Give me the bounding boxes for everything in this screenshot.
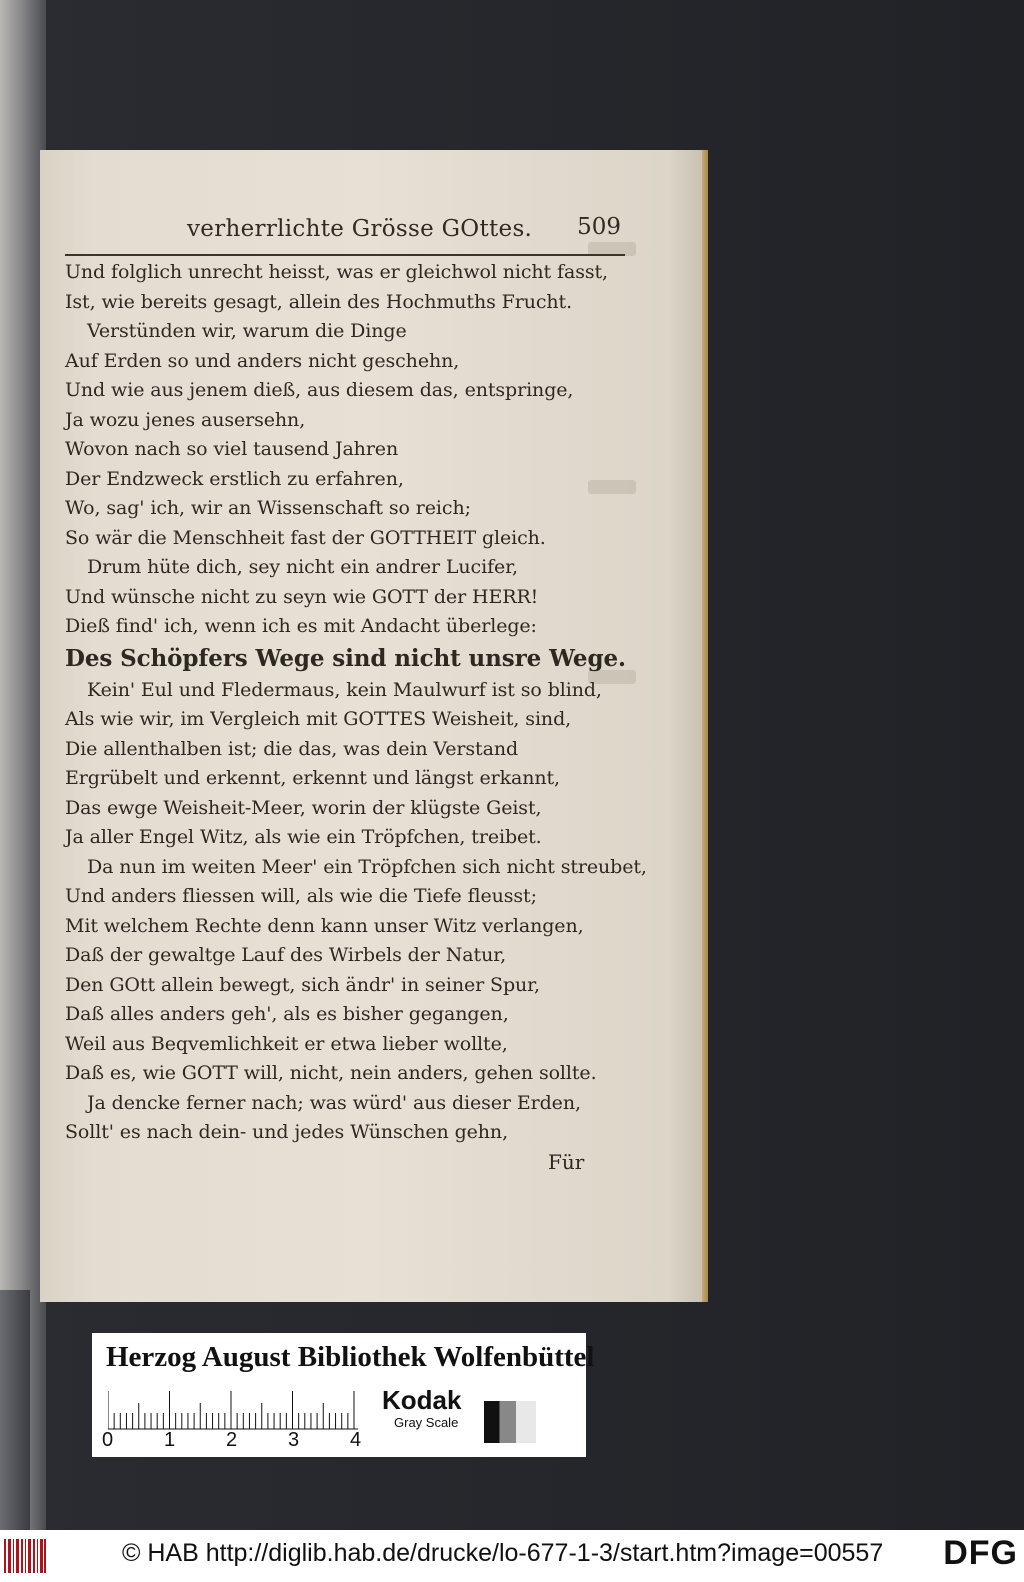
text-line: Der Endzweck erstlich zu erfahren, (65, 467, 404, 490)
text-line: Und folglich unrecht heisst, was er gleichwol nicht fasst, (65, 261, 608, 283)
text-line: Ist, wie bereits gesagt, allein des Hochmuths Frucht. (65, 290, 573, 313)
poem-text (65, 258, 647, 1148)
binding-shadow (0, 1290, 30, 1540)
source-credit: © HAB http://diglib.hab.de/drucke/lo-677-1-3/start.htm?image=00557 (122, 1539, 884, 1567)
color-target (92, 1333, 595, 1457)
text-line: Da nun im weiten Meer' ein Tröpfchen sich nicht streubet, (87, 855, 647, 878)
text-line: Des Schöpfers Wege sind nicht unsre Wege. (65, 644, 626, 672)
ruler-number: 4 (350, 1429, 362, 1451)
ruler-number: 2 (226, 1429, 238, 1451)
book-page (40, 150, 702, 1302)
text-line: Wovon nach so viel tausend Jahren (65, 438, 399, 460)
dfg-logo: DFG (943, 1534, 1018, 1572)
gray-scale-patch (484, 1401, 536, 1443)
catchword: Für (548, 1150, 585, 1174)
ruler-number: 0 (102, 1429, 114, 1451)
text-line: Und wünsche nicht zu seyn wie GOTT der HERR! (65, 585, 539, 608)
text-line: Und anders fliessen will, als wie die Tiefe fleusst; (65, 885, 537, 907)
text-line: Das ewge Weisheit-Meer, worin der klügste Geist, (65, 796, 542, 819)
footer-bar (0, 1530, 1024, 1582)
kodak-logo: Kodak (382, 1385, 462, 1415)
ruler-number: 1 (164, 1429, 176, 1451)
text-line: Weil aus Beqvemlichkeit er etwa lieber wollte, (65, 1032, 508, 1055)
text-line: Ja wozu jenes ausersehn, (65, 408, 306, 431)
text-line: Und wie aus jenem dieß, aus diesem das, entspringe, (65, 379, 574, 401)
ruler-scale (108, 1389, 358, 1431)
page-number: 509 (577, 214, 621, 240)
text-line: Die allenthalben ist; die das, was dein Verstand (65, 737, 519, 760)
text-line: Wo, sag' ich, wir an Wissenschaft so reich; (65, 497, 471, 519)
text-line: Daß es, wie GOTT will, nicht, nein anders, gehen sollte. (65, 1062, 597, 1084)
text-line: Mit welchem Rechte denn kann unser Witz verlangen, (65, 914, 584, 937)
text-line: Sollt' es nach dein- und jedes Wünschen gehn, (65, 1121, 509, 1143)
text-line: Drum hüte dich, sey nicht ein andrer Lucifer, (87, 556, 518, 578)
text-line: Kein' Eul und Fledermaus, kein Maulwurf ist so blind, (87, 678, 602, 701)
running-head (65, 212, 625, 256)
text-line: So wär die Menschheit fast der GOTTHEIT gleich. (65, 526, 546, 549)
text-line: Auf Erden so und anders nicht geschehn, (65, 349, 460, 372)
text-line: Daß der gewaltge Lauf des Wirbels der Natur, (65, 944, 507, 966)
text-line: Ja aller Engel Witz, als wie ein Tröpfchen, treibet. (65, 826, 542, 848)
barcode-icon (4, 1539, 46, 1573)
text-line: Ergrübelt und erkennt, erkennt und längst erkannt, (65, 767, 560, 789)
text-line: Als wie wir, im Vergleich mit GOTTES Weisheit, sind, (65, 708, 572, 730)
gray-scale-label: Gray Scale (394, 1415, 459, 1430)
ruler-number: 3 (288, 1429, 300, 1451)
text-line: Den GOtt allein bewegt, sich ändr' in seiner Spur, (65, 973, 540, 996)
text-line: Daß alles anders geh', als es bisher gegangen, (65, 1003, 509, 1025)
library-name: Herzog August Bibliothek Wolfenbüttel (106, 1341, 595, 1373)
text-line: Ja dencke ferner nach; was würd' aus dieser Erden, (87, 1091, 581, 1114)
running-head-title: verherrlichte Grösse GOttes. (187, 216, 533, 242)
text-line: Verstünden wir, warum die Dinge (87, 320, 407, 342)
page-edge (702, 150, 708, 1302)
ruler-numbers (102, 1429, 372, 1457)
text-line: Dieß find' ich, wenn ich es mit Andacht überlege: (65, 615, 537, 637)
